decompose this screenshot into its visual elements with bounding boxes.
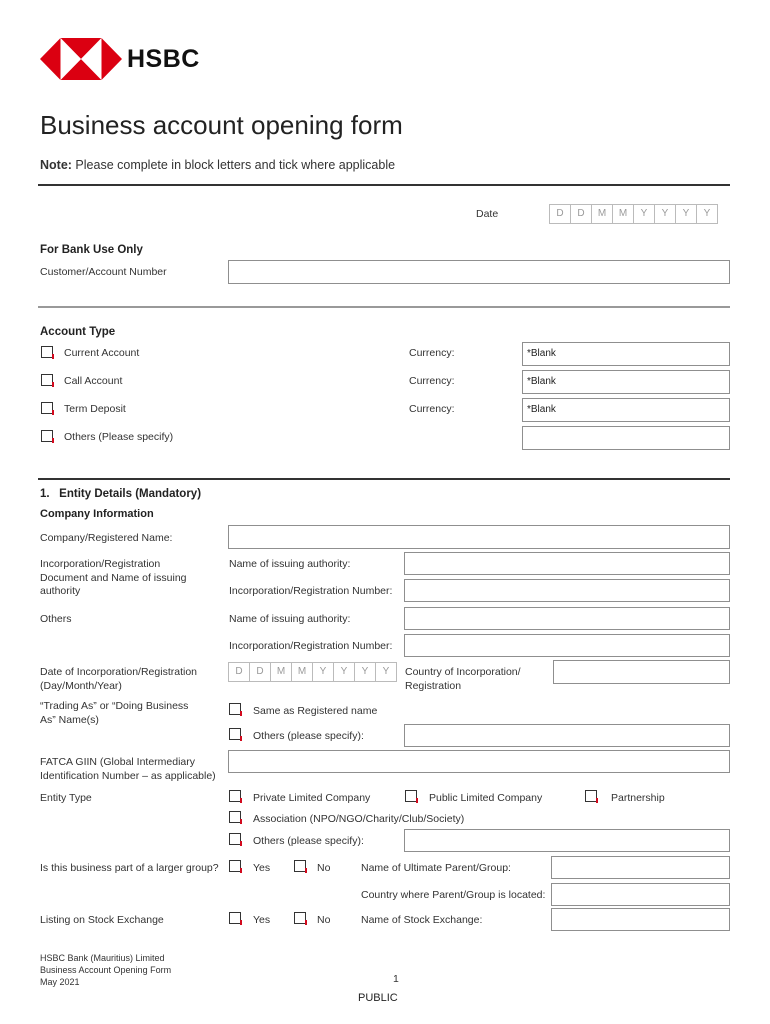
date-digit[interactable]: M [612, 204, 634, 224]
trading-others-field[interactable] [404, 724, 730, 747]
date-digit[interactable]: D [570, 204, 592, 224]
term-currency-field[interactable] [522, 398, 730, 422]
date-digit[interactable]: Y [375, 662, 397, 682]
hsbc-logo [40, 38, 200, 82]
country-incorp-label: Country of Incorporation/ Registration [405, 666, 521, 692]
same-as-registered-checkbox[interactable] [229, 703, 241, 715]
date-digit[interactable]: Y [312, 662, 334, 682]
group-yes-label: Yes [253, 862, 271, 874]
stock-exchange-label: Name of Stock Exchange: [361, 914, 483, 926]
currency-label: Currency: [409, 375, 455, 387]
footer-line-2: Business Account Opening Form [40, 965, 172, 975]
footer-line-1: HSBC Bank (Mauritius) Limited [40, 953, 165, 963]
reg-number-label: Incorporation/Registration Number: [229, 585, 393, 597]
call-currency-field[interactable] [522, 370, 730, 394]
note-label: Note: [40, 158, 72, 172]
others-reg-number-field[interactable] [404, 634, 730, 657]
company-info-subheading: Company Information [40, 508, 154, 520]
current-account-label: Current Account [64, 347, 140, 359]
date-digit[interactable]: D [549, 204, 571, 224]
listing-yes-label: Yes [253, 914, 271, 926]
trading-others-checkbox[interactable] [229, 728, 241, 740]
entity-others-label: Others (please specify): [253, 835, 364, 847]
date-input[interactable] [550, 204, 718, 224]
currency-value: *Blank [527, 348, 556, 359]
country-parent-field[interactable] [551, 883, 730, 906]
footer-info [40, 952, 171, 988]
public-ltd-checkbox[interactable] [405, 790, 417, 802]
term-deposit-label: Term Deposit [64, 403, 126, 415]
current-account-checkbox[interactable] [41, 346, 53, 358]
stock-exchange-field[interactable] [551, 908, 730, 931]
date-digit[interactable]: Y [354, 662, 376, 682]
others-authority-field[interactable] [404, 607, 730, 630]
others-account-checkbox[interactable] [41, 430, 53, 442]
association-checkbox[interactable] [229, 811, 241, 823]
authority-name-field[interactable] [404, 552, 730, 575]
divider [38, 184, 730, 186]
footer-line-3: May 2021 [40, 977, 80, 987]
others-account-field[interactable] [522, 426, 730, 450]
currency-label: Currency: [409, 347, 455, 359]
trading-as-label: “Trading As” or “Doing Business As” Name(s) [40, 700, 189, 726]
listing-yes-checkbox[interactable] [229, 912, 241, 924]
date-digit[interactable]: M [270, 662, 292, 682]
larger-group-label: Is this business part of a larger group? [40, 862, 219, 874]
date-digit[interactable]: D [249, 662, 271, 682]
entity-others-checkbox[interactable] [229, 833, 241, 845]
date-digit[interactable]: D [228, 662, 250, 682]
ultimate-parent-label: Name of Ultimate Parent/Group: [361, 862, 511, 874]
public-ltd-label: Public Limited Company [429, 792, 543, 804]
ultimate-parent-field[interactable] [551, 856, 730, 879]
date-digit[interactable]: M [291, 662, 313, 682]
note-text: Please complete in block letters and tick where applicable [71, 158, 396, 172]
trading-others-label: Others (please specify): [253, 730, 364, 742]
private-ltd-label: Private Limited Company [253, 792, 371, 804]
date-label: Date [476, 208, 499, 220]
others-doc-label: Others [40, 613, 72, 625]
date-digit[interactable]: Y [654, 204, 676, 224]
fatca-field[interactable] [228, 750, 730, 773]
association-label: Association (NPO/NGO/Charity/Club/Society) [253, 813, 465, 825]
customer-number-field[interactable] [228, 260, 730, 284]
hsbc-hexagon-icon [40, 38, 122, 80]
private-ltd-checkbox[interactable] [229, 790, 241, 802]
group-no-label: No [317, 862, 331, 874]
authority-name-label: Name of issuing authority: [229, 558, 351, 570]
call-account-checkbox[interactable] [41, 374, 53, 386]
group-yes-checkbox[interactable] [229, 860, 241, 872]
others-reg-number-label: Incorporation/Registration Number: [229, 640, 393, 652]
classification-label: PUBLIC [358, 992, 398, 1004]
page-title: Business account opening form [40, 110, 403, 140]
customer-number-label: Customer/Account Number [40, 266, 167, 278]
date-digit[interactable]: Y [333, 662, 355, 682]
listing-no-label: No [317, 914, 331, 926]
company-name-field[interactable] [228, 525, 730, 549]
date-incorp-label: Date of Incorporation/Registration (Day/Month/Year) [40, 666, 198, 692]
account-type-heading: Account Type [40, 326, 116, 338]
same-as-registered-label: Same as Registered name [253, 705, 378, 717]
others-account-label: Others (Please specify) [64, 431, 174, 443]
date-digit[interactable]: Y [675, 204, 697, 224]
partnership-checkbox[interactable] [585, 790, 597, 802]
fatca-label: FATCA GIIN (Global Intermediary Identification Number – as applicable) [40, 756, 216, 782]
brand-name: HSBC [127, 45, 200, 73]
partnership-label: Partnership [611, 792, 665, 804]
current-currency-field[interactable] [522, 342, 730, 366]
currency-label: Currency: [409, 403, 455, 415]
entity-type-label: Entity Type [40, 792, 92, 804]
page-number: 1 [393, 973, 399, 985]
term-deposit-checkbox[interactable] [41, 402, 53, 414]
country-parent-label: Country where Parent/Group is located: [361, 889, 546, 901]
listing-no-checkbox[interactable] [294, 912, 306, 924]
entity-heading: 1. Entity Details (Mandatory) [40, 488, 202, 500]
date-digit[interactable]: Y [633, 204, 655, 224]
group-no-checkbox[interactable] [294, 860, 306, 872]
country-incorp-field[interactable] [553, 660, 730, 684]
bank-use-heading: For Bank Use Only [40, 244, 143, 256]
reg-number-field[interactable] [404, 579, 730, 602]
company-name-label: Company/Registered Name: [40, 532, 173, 544]
incorp-date-input[interactable] [229, 662, 397, 682]
date-digit[interactable]: Y [696, 204, 718, 224]
currency-value: *Blank [527, 404, 556, 415]
others-authority-label: Name of issuing authority: [229, 613, 351, 625]
date-digit[interactable]: M [591, 204, 613, 224]
call-account-label: Call Account [64, 375, 123, 387]
divider [38, 478, 730, 480]
divider [38, 306, 730, 308]
listing-label: Listing on Stock Exchange [40, 914, 164, 926]
entity-others-field[interactable] [404, 829, 730, 852]
currency-value: *Blank [527, 376, 556, 387]
note [40, 158, 395, 172]
incorp-doc-label: Incorporation/Registration Document and Name of issuing authority [40, 558, 187, 597]
